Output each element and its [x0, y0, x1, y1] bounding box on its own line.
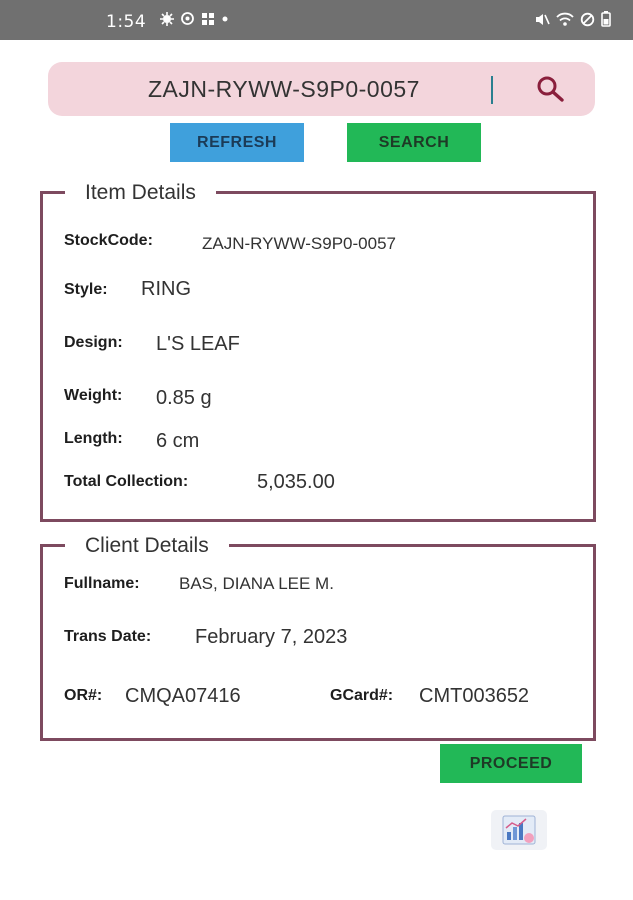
search-bar	[48, 62, 595, 116]
dot-icon	[221, 12, 229, 26]
length-label: Length:	[64, 430, 123, 447]
total-collection-label: Total Collection:	[64, 473, 189, 490]
report-icon-button[interactable]	[489, 808, 549, 852]
search-icon-button[interactable]	[531, 73, 571, 105]
refresh-button[interactable]: REFRESH	[170, 123, 304, 162]
stockcode-search-input[interactable]	[148, 72, 548, 106]
text-cursor	[491, 76, 493, 104]
search-icon	[531, 73, 571, 105]
weight-label: Weight:	[64, 387, 123, 404]
design-label: Design:	[64, 334, 123, 351]
wifi-icon	[556, 12, 574, 27]
status-left-icons	[160, 11, 229, 26]
block-icon	[580, 12, 595, 27]
client-details-title: Client Details	[65, 534, 229, 558]
item-details-title: Item Details	[65, 181, 216, 205]
mute-icon	[534, 12, 550, 27]
weight-value: 0.85 g	[156, 387, 212, 409]
stockcode-value: ZAJN-RYWW-S9P0-0057	[202, 234, 396, 253]
length-value: 6 cm	[156, 430, 200, 452]
fullname-label: Fullname:	[64, 575, 140, 592]
gcard-value: CMT003652	[419, 685, 530, 707]
search-button[interactable]: SEARCH	[347, 123, 481, 162]
stockcode-label: StockCode:	[64, 232, 153, 249]
proceed-button[interactable]: PROCEED	[440, 744, 582, 783]
battery-icon	[601, 11, 611, 27]
total-collection-value: 5,035.00	[257, 471, 335, 493]
or-label: OR#:	[64, 687, 103, 704]
or-value: CMQA07416	[125, 685, 241, 707]
sync-icon	[180, 11, 195, 26]
style-value: RING	[141, 278, 191, 300]
grid-icon	[201, 12, 215, 26]
fullname-value: BAS, DIANA LEE M.	[179, 574, 334, 593]
gcard-label: GCard#:	[330, 687, 394, 704]
design-value: L'S LEAF	[156, 333, 240, 355]
report-chart-icon	[489, 808, 549, 852]
settings-icon	[160, 12, 174, 26]
trans-date-value: February 7, 2023	[195, 626, 348, 648]
status-time: 1:54	[106, 12, 147, 32]
status-bar	[0, 0, 633, 40]
trans-date-label: Trans Date:	[64, 628, 152, 645]
style-label: Style:	[64, 281, 108, 298]
status-right-icons	[534, 11, 611, 27]
